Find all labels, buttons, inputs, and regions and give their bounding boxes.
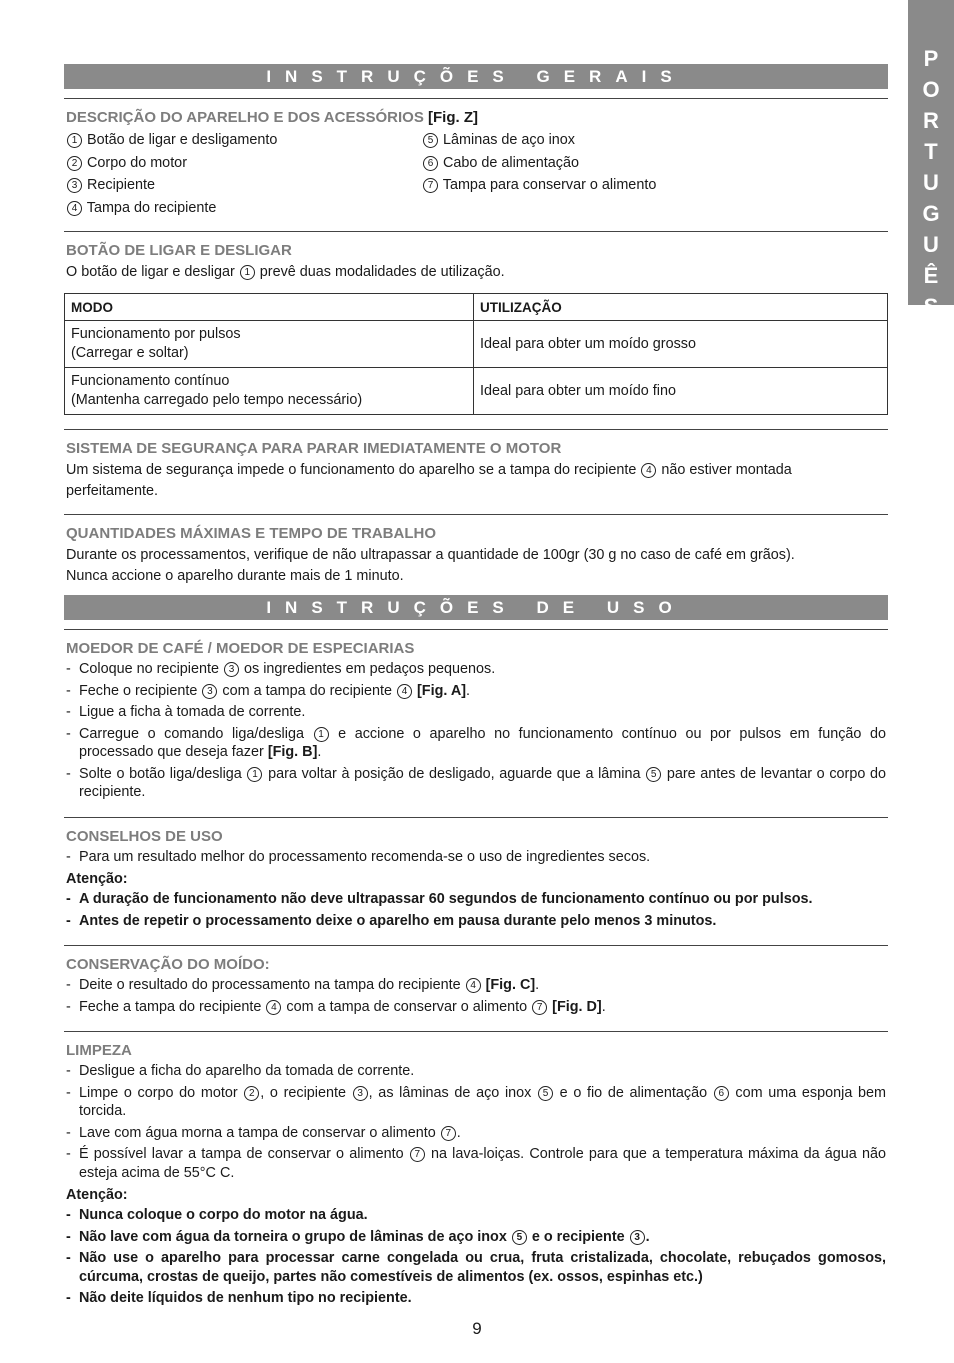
list-item: - Deite o resultado do processamento na tampa do recipiente 4 [Fig. C]. (66, 976, 886, 995)
banner-general-wrap (64, 64, 888, 99)
section-title: BOTÃO DE LIGAR E DESLIGAR (66, 242, 292, 259)
lang-letter: S (923, 294, 939, 319)
table-header-row (65, 294, 888, 321)
table-cell: Funcionamento por pulsos (Carregar e soltar) (65, 321, 474, 368)
advice-list (66, 848, 886, 867)
lang-letter: R (923, 108, 939, 133)
list-item: 6 Cabo de alimentação (422, 152, 886, 175)
list-item: 1 Botão de ligar e desligamento (66, 129, 422, 152)
list-item: 4 Tampa do recipiente (66, 197, 422, 220)
fig-ref: [Fig. Z] (428, 109, 478, 126)
list-item: - Nunca coloque o corpo do motor na água. (66, 1206, 886, 1225)
paragraph: Durante os processamentos, verifique de não ultrapassar a quantidade de 100gr (30 g no caso de café em grãos). (66, 547, 795, 563)
warning-list (66, 890, 886, 930)
instruction-list (66, 660, 886, 802)
lang-letter: G (922, 201, 940, 226)
list-item: - É possível lavar a tampa de conservar o alimento 7 na lava-loiças. Controle para que a temperatura máxima da água não esteja acima de 55°C C. (66, 1145, 886, 1182)
list-item: 2 Corpo do motor (66, 152, 422, 175)
parts-col-right (422, 129, 886, 219)
list-item: - Desligue a ficha do aparelho da tomada de corrente. (66, 1062, 886, 1081)
section-title: QUANTIDADES MÁXIMAS E TEMPO DE TRABALHO (66, 525, 437, 542)
section-storage (64, 946, 888, 1032)
section-advice (64, 818, 888, 947)
section-safety (64, 430, 888, 515)
storage-list (66, 976, 886, 1016)
table-cell: Funcionamento contínuo (Mantenha carregado pelo tempo necessário) (65, 368, 474, 415)
attention-label: Atenção: (66, 1187, 128, 1203)
paragraph: O botão de ligar e desligar 1 prevê duas modalidades de utilização. (66, 264, 505, 280)
section-on-off (64, 232, 888, 430)
lang-letter: P (923, 46, 939, 71)
banner-general-instructions: INSTRUÇÕES GERAIS (64, 64, 888, 89)
table-row (65, 368, 888, 415)
list-item: - Limpe o corpo do motor 2 , o recipiente 3 , as lâminas de aço inox 5 e o fio de alimentação 6 com uma esponja bem torcida. (66, 1084, 886, 1121)
table-cell: Ideal para obter um moído fino (474, 368, 888, 415)
list-item: - Para um resultado melhor do processamento recomenda-se o uso de ingredientes secos. (66, 848, 886, 867)
section-title: CONSERVAÇÃO DO MOÍDO: (66, 956, 270, 973)
page-number: 9 (472, 1319, 482, 1338)
list-item: 3 Recipiente (66, 174, 422, 197)
list-item: - Não lave com água da torneira o grupo de lâminas de aço inox 5 e o recipiente 3 . (66, 1228, 886, 1247)
page-content (64, 64, 888, 1323)
list-item: 5 Lâminas de aço inox (422, 129, 886, 152)
warning-list (66, 1206, 886, 1308)
list-item: - Feche o recipiente 3 com a tampa do recipiente 4 [Fig. A]. (66, 682, 886, 701)
modes-table (64, 293, 888, 415)
paragraph: Um sistema de segurança impede o funcionamento do aparelho se a tampa do recipiente 4 não estiver montada perfeitamente. (66, 462, 792, 499)
column-header: MODO (65, 294, 474, 321)
list-item: - Coloque no recipiente 3 os ingredientes em pedaços pequenos. (66, 660, 886, 679)
banner-use-wrap (64, 595, 888, 630)
list-item: - Não use o aparelho para processar carne congelada ou crua, fruta cristalizada, chocolate, rebuçados gomosos, cúrcuma, crostas de queijo, partes não comestíveis de alimentos (ex. ossos, espinhas etc.) (66, 1249, 886, 1286)
parts-col-left (66, 129, 422, 219)
list-item: - Solte o botão liga/desliga 1 para voltar à posição de desligado, aguarde que a lâmina 5 pare antes de levantar o corpo do recipiente. (66, 765, 886, 802)
section-grinder (64, 630, 888, 818)
table-cell: Ideal para obter um moído grosso (474, 321, 888, 368)
banner-use-instructions: INSTRUÇÕES DE USO (64, 595, 888, 620)
lang-letter: T (924, 139, 938, 164)
attention-label: Atenção: (66, 871, 128, 887)
list-item: - Lave com água morna a tampa de conservar o alimento 7 . (66, 1124, 886, 1143)
section-limits (64, 515, 888, 595)
lang-letter: U (923, 232, 939, 257)
paragraph: Nunca accione o aparelho durante mais de 1 minuto. (66, 568, 404, 584)
section-title: LIMPEZA (66, 1042, 132, 1059)
lang-letter: U (923, 170, 939, 195)
list-item: 7 Tampa para conservar o alimento (422, 174, 886, 197)
lang-letter: Ê (923, 263, 939, 288)
language-tab (908, 0, 954, 319)
list-item: - Carregue o comando liga/desliga 1 e accione o aparelho no funcionamento contínuo ou por pulsos em função do processado que deseja fazer [Fig. B]. (66, 725, 886, 762)
cleaning-list (66, 1062, 886, 1182)
section-title: DESCRIÇÃO DO APARELHO E DOS ACESSÓRIOS [Fig. Z] (66, 109, 478, 126)
column-header: UTILIZAÇÃO (474, 294, 888, 321)
table-row (65, 321, 888, 368)
section-title: CONSELHOS DE USO (66, 827, 223, 845)
list-item: - Não deite líquidos de nenhum tipo no recipiente. (66, 1289, 886, 1308)
section-cleaning (64, 1032, 888, 1323)
section-title: MOEDOR DE CAFÉ / MOEDOR DE ESPECIARIAS (66, 640, 415, 657)
section-title: SISTEMA DE SEGURANÇA PARA PARAR IMEDIATAMENTE O MOTOR (66, 440, 562, 457)
section-description (64, 99, 888, 232)
parts-list (66, 129, 886, 219)
lang-letter: O (922, 77, 940, 102)
list-item: - Antes de repetir o processamento deixe o aparelho em pausa durante pelo menos 3 minutos. (66, 912, 886, 931)
list-item: - A duração de funcionamento não deve ultrapassar 60 segundos de funcionamento contínuo ou por pulsos. (66, 890, 886, 909)
list-item: - Ligue a ficha à tomada de corrente. (66, 703, 886, 722)
list-item: - Feche a tampa do recipiente 4 com a tampa de conservar o alimento 7 [Fig. D]. (66, 998, 886, 1017)
